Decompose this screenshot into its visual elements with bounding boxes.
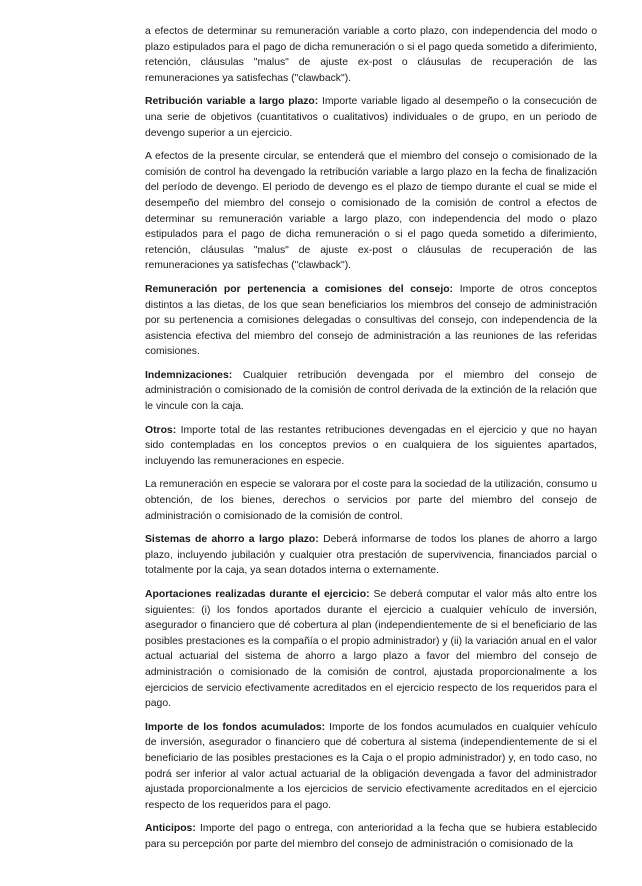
paragraph-text: Importe total de las restantes retribuciones devengadas en el ejercicio y que no hayan sido contempladas en los conceptos previos o en cualquiera de los siguientes apartados, incluyendo las remuneraciones en especie. bbox=[145, 424, 597, 467]
paragraph-accumulated-funds bbox=[145, 720, 597, 814]
paragraph-text: Importe del pago o entrega, con anterioridad a la fecha que se hubiera establecido para su percepción por parte del miembro del consejo de administración o comisionado de la bbox=[145, 823, 597, 850]
paragraph-term: Importe de los fondos acumulados: bbox=[145, 721, 326, 733]
paragraph-text: Se deberá computar el valor más alto entre los siguientes: (i) los fondos aportados durante el ejercicio a cualquier vehículo de inversión, asegurador o financiero que dé cobertura al plan (independientemente de si el beneficiario de las posibles prestaciones es la compañía o el propio administrador) y (ii) la variación anual en el valor actual actuarial del sistema de ahorro a largo plazo a favor del miembro del consejo de administración o comisionado de la comisión de control, ajustada proporcionalmente a los ejercicios de servicio efectivamente acreditados en el ejercicio respecto de los requeridos para el pago. bbox=[145, 589, 597, 710]
paragraph-term: Sistemas de ahorro a largo plazo: bbox=[145, 534, 319, 546]
paragraph-term: Indemnizaciones: bbox=[145, 369, 233, 381]
paragraph-text: Importe de los fondos acumulados en cualquier vehículo de inversión, asegurador o financiero que dé cobertura al sistema (independientemente de si el beneficiario de las posibles prestaciones es la Caja o el propio administrador) y, en todo caso, no podrá ser inferior al valor actual actuarial de la obligación devengada a favor del administrador ajustada proporcionalmente a los ejercicios de servicio efectivamente acreditados en el ejercicio respecto de los requeridos para el pago. bbox=[145, 721, 597, 811]
paragraph-in-kind-remuneration bbox=[145, 477, 597, 524]
paragraph-indemnities bbox=[145, 368, 597, 415]
paragraph-term: Remuneración por pertenencia a comisiones del consejo: bbox=[145, 283, 454, 295]
paragraph-clawback-short-term bbox=[145, 24, 597, 86]
paragraph-accrual-period bbox=[145, 149, 597, 274]
document-page bbox=[145, 24, 597, 861]
paragraph-text: A efectos de la presente circular, se entenderá que el miembro del consejo o comisionado de la comisión de control ha devengado la retribución variable a largo plazo en la fecha de finalización del período de devengo. El periodo de devengo es el plazo de tiempo durante el cual se mide el desempeño del miembro del consejo o comisionado de la comisión de control a efectos de determinar su remuneración variable a largo plazo, con independencia del modo o plazo estipulados para el pago de dicha remuneración o si el pago queda sometido a diferimiento, retención, cláusulas "malus" de ajuste ex-post o cláusulas de recuperación de las remuneraciones ya satisfechas ("clawback"). bbox=[145, 151, 597, 272]
paragraph-contributions bbox=[145, 587, 597, 712]
paragraph-term: Anticipos: bbox=[145, 823, 196, 835]
paragraph-text: a efectos de determinar su remuneración variable a corto plazo, con independencia del modo o plazo estipulados para el pago de dicha remuneración o si el pago queda sometido a diferimiento, retención, cláusulas "malus" de ajuste ex-post o cláusulas de recuperación de las remuneraciones ya satisfechas ("clawback"). bbox=[145, 26, 597, 84]
paragraph-text: Importe variable ligado al desempeño o la consecución de una serie de objetivos (cuantitativos o cualitativos) individuales o de grupo, en un periodo de devengo superior a un ejercicio. bbox=[145, 96, 597, 139]
paragraph-text: La remuneración en especie se valorara por el coste para la sociedad de la utilización, consumo u obtención, de los bienes, derechos o servicios por parte del miembro del consejo de administración o comisionado de la comisión de control. bbox=[145, 479, 597, 522]
paragraph-committee-remuneration bbox=[145, 282, 597, 360]
paragraph-long-term-savings bbox=[145, 532, 597, 579]
paragraph-text: Importe de otros conceptos distintos a las dietas, de los que sean beneficiarios los miembros del consejo de administración por su pertenencia a comisiones delegadas o consultivas del consejo, con independencia de la asistencia efectiva del miembro del consejo de administración a las reuniones de las referidas comisiones. bbox=[145, 283, 597, 358]
paragraph-term: Aportaciones realizadas durante el ejercicio: bbox=[145, 589, 370, 600]
paragraph-advances bbox=[145, 821, 597, 852]
paragraph-long-term-variable-pay bbox=[145, 94, 597, 141]
paragraph-text: Cualquier retribución devengada por el miembro del consejo de administración o comisionado de la comisión de control derivada de la extinción de la relación que le vincule con la caja. bbox=[145, 369, 597, 413]
paragraph-others bbox=[145, 423, 597, 470]
paragraph-text: Deberá informarse de todos los planes de ahorro a largo plazo, incluyendo jubilación y cualquier otra prestación de supervivencia, financiados parcial o totalmente por la caja, ya sean dotados interna o externamente. bbox=[145, 534, 597, 577]
paragraph-term: Retribución variable a largo plazo: bbox=[145, 96, 319, 108]
paragraph-term: Otros: bbox=[145, 424, 177, 436]
